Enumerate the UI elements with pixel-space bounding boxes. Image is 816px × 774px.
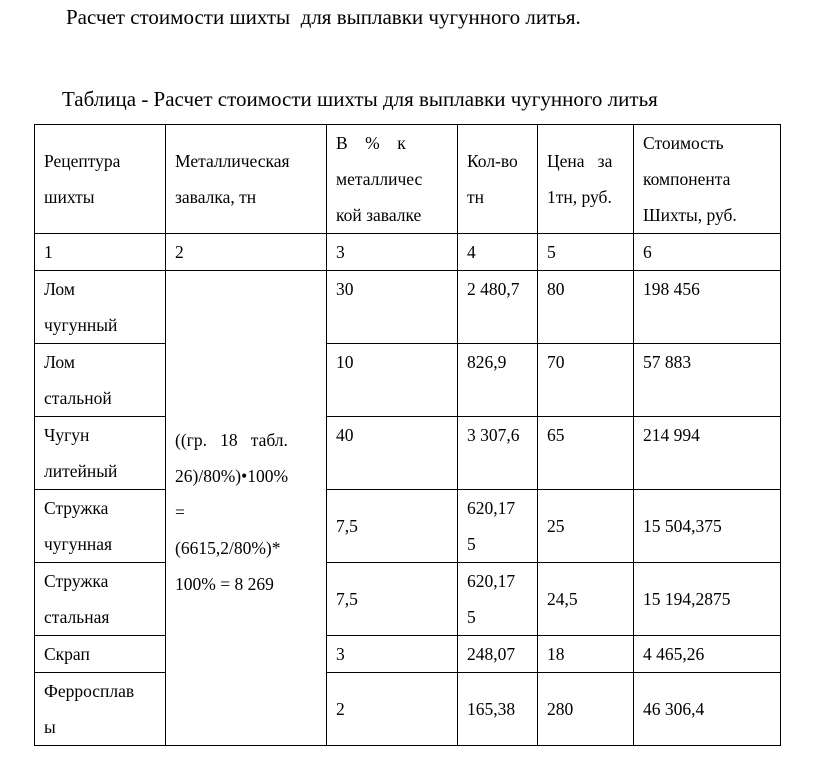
cost-value: 214 994	[634, 417, 781, 490]
charge-cost-table	[34, 124, 781, 746]
header-percent: В % к металличес кой завалке	[327, 125, 458, 234]
table-row	[35, 344, 781, 417]
qty-value: 248,07	[458, 636, 538, 673]
component-name: Скрап	[35, 636, 166, 673]
price-value: 18	[538, 636, 634, 673]
percent-value: 2	[327, 673, 458, 746]
percent-value: 30	[327, 271, 458, 344]
table-row	[35, 563, 781, 636]
component-name: Лом чугунный	[35, 271, 166, 344]
price-value: 80	[538, 271, 634, 344]
cost-value: 4 465,26	[634, 636, 781, 673]
qty-value: 620,17 5	[458, 490, 538, 563]
percent-value: 7,5	[327, 563, 458, 636]
component-name: Стружка чугунная	[35, 490, 166, 563]
table-row	[35, 271, 781, 344]
table-row	[35, 490, 781, 563]
qty-value: 3 307,6	[458, 417, 538, 490]
metal-charge-formula: ((гр. 18 табл. 26)/80%)•100% = (6615,2/80%)* 100% = 8 269	[166, 271, 327, 746]
percent-value: 3	[327, 636, 458, 673]
cost-value: 15 194,2875	[634, 563, 781, 636]
component-name: Чугун литейный	[35, 417, 166, 490]
column-number-row	[35, 234, 781, 271]
cost-value: 15 504,375	[634, 490, 781, 563]
header-qty: Кол-во тн	[458, 125, 538, 234]
header-recipe: Рецептура шихты	[35, 125, 166, 234]
qty-value: 620,17 5	[458, 563, 538, 636]
percent-value: 10	[327, 344, 458, 417]
column-number: 5	[538, 234, 634, 271]
percent-value: 7,5	[327, 490, 458, 563]
price-value: 24,5	[538, 563, 634, 636]
document-heading: Расчет стоимости шихты для выплавки чугунного литья.	[66, 5, 581, 29]
header-cost: Стоимость компонента Шихты, руб.	[634, 125, 781, 234]
column-number: 3	[327, 234, 458, 271]
qty-value: 2 480,7	[458, 271, 538, 344]
cost-value: 46 306,4	[634, 673, 781, 746]
qty-value: 826,9	[458, 344, 538, 417]
component-name: Лом стальной	[35, 344, 166, 417]
percent-value: 40	[327, 417, 458, 490]
component-name: Ферросплав ы	[35, 673, 166, 746]
column-number: 6	[634, 234, 781, 271]
table-row	[35, 417, 781, 490]
price-value: 70	[538, 344, 634, 417]
price-value: 25	[538, 490, 634, 563]
cost-value: 198 456	[634, 271, 781, 344]
price-value: 280	[538, 673, 634, 746]
component-name: Стружка стальная	[35, 563, 166, 636]
header-metal-charge: Металлическая завалка, тн	[166, 125, 327, 234]
header-price: Цена за 1тн, руб.	[538, 125, 634, 234]
qty-value: 165,38	[458, 673, 538, 746]
cost-value: 57 883	[634, 344, 781, 417]
header-row	[35, 125, 781, 234]
column-number: 1	[35, 234, 166, 271]
table-row	[35, 636, 781, 673]
price-value: 65	[538, 417, 634, 490]
table-caption: Таблица - Расчет стоимости шихты для выплавки чугунного литья	[62, 87, 658, 111]
table-row	[35, 673, 781, 746]
column-number: 4	[458, 234, 538, 271]
column-number: 2	[166, 234, 327, 271]
